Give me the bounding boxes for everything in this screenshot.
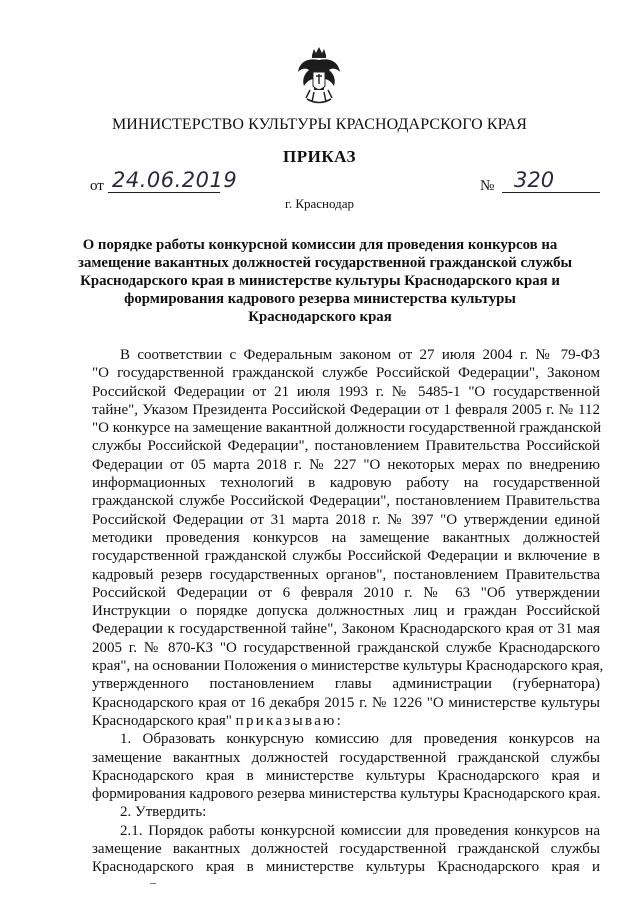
item-1-line: замещение вакантных должностей государственной гражданской службы: [92, 749, 600, 766]
preamble-line: информационных технологий в кадровую работу на государственной: [92, 475, 600, 492]
krasnodar-coat-of-arms-icon: [296, 46, 342, 106]
preamble-line: государственной гражданской службы Российской Федерации и включение в: [92, 548, 600, 565]
handwritten-number: 320: [514, 168, 555, 192]
preamble-line: Краснодарского края от 16 декабря 2015 г. № 1226 "О министерстве культуры: [92, 694, 600, 711]
preamble-line: края", на основании Положения о министерстве культуры Краснодарского края,: [92, 658, 604, 675]
document-title: [78, 236, 573, 326]
date-number-row: [0, 168, 639, 194]
item-1-line: 1. Образовать конкурсную комиссию для проведения конкурсов на: [120, 731, 600, 748]
preamble-line: Российской Федерации от 6 февраля 2010 г. № 63 "Об утверждении: [92, 584, 600, 601]
date-prefix: от: [90, 178, 104, 194]
city: г. Краснодар: [284, 196, 355, 211]
preamble-line: В соответствии с Федеральным законом от 27 июля 2004 г. № 79-ФЗ: [120, 347, 600, 363]
title-line: О порядке работы конкурсной комиссии для проведения конкурсов на: [82, 237, 558, 253]
preamble-line: Федерации от 05 марта 2018 г. № 227 "О некоторых мерах по внедрению: [92, 456, 600, 473]
item-1-line: формирования кадрового резерва министерства культуры Краснодарского края.: [92, 786, 601, 803]
preamble-line: Российской Федерации от 31 марта 2018 г. № 397 "О утверждении единой: [92, 511, 600, 528]
preamble-line: службы Российской Федерации", постановлением Правительства Российской: [92, 438, 600, 455]
scan-mark: [150, 883, 156, 884]
handwritten-date: 24.06.2019: [112, 168, 238, 192]
preamble-last-line: [92, 712, 600, 730]
number-prefix: №: [480, 178, 495, 194]
item-1-line: Краснодарского края в министерстве культуры Краснодарского края и: [92, 767, 600, 784]
title-line: замещение вакантных должностей государственной гражданской службы: [78, 255, 573, 271]
preamble-line: "О конкурсе на замещение вакантной должности государственной гражданской: [92, 420, 602, 437]
number-underline: [502, 192, 600, 193]
title-line: формирования кадрового резерва министерства культуры: [124, 291, 516, 307]
preamble-line: методики проведения конкурсов на замещение вакантных должностей: [92, 529, 600, 546]
item-2: 2. Утвердить:: [120, 804, 207, 821]
preamble-line: кадровый резерв государственных органов", постановлением Правительства: [92, 566, 600, 583]
date-underline: [108, 192, 220, 193]
title-line: Краснодарского края: [248, 309, 392, 325]
preamble-last-text: Краснодарского края": [92, 712, 232, 729]
item-2-1-line: Краснодарского края в министерстве культуры Краснодарского края и: [92, 859, 600, 876]
title-line: Краснодарского края в министерстве культуры Краснодарского края и: [80, 273, 560, 289]
item-2-1-line: 2.1. Порядок работы конкурсной комиссии для проведения конкурсов на: [120, 822, 600, 839]
item-2-1-line: замещение вакантных должностей государственной гражданской службы: [92, 841, 600, 858]
preamble-line: Российской Федерации от 21 июля 1993 г. № 5485-1 "О государственной: [92, 383, 600, 400]
preamble-line: гражданской службе Российской Федерации", постановлением Правительства: [92, 493, 600, 510]
decree-word: приказываю:: [235, 712, 344, 729]
document-body: [92, 346, 604, 877]
preamble-line: Федерации к государственной тайне", Законом Краснодарского края от 31 мая: [92, 621, 600, 638]
preamble-line: 2005 г. № 870-КЗ "О государственной гражданской службе Краснодарского: [92, 639, 600, 656]
preamble-line: Инструкции о порядке допуска должностных лиц и граждан Российской: [92, 603, 600, 620]
preamble-line: тайне", Указом Президента Российской Федерации от 1 февраля 2005 г. № 112: [92, 401, 600, 418]
preamble-line: утвержденного постановлением главы администрации (губернатора): [92, 676, 600, 693]
preamble-line: "О государственной гражданской службе Российской Федерации", Законом: [92, 365, 600, 382]
document-type: ПРИКАЗ: [283, 147, 356, 166]
ministry-name: МИНИСТЕРСТВО КУЛЬТУРЫ КРАСНОДАРСКОГО КРАЯ: [111, 116, 528, 133]
